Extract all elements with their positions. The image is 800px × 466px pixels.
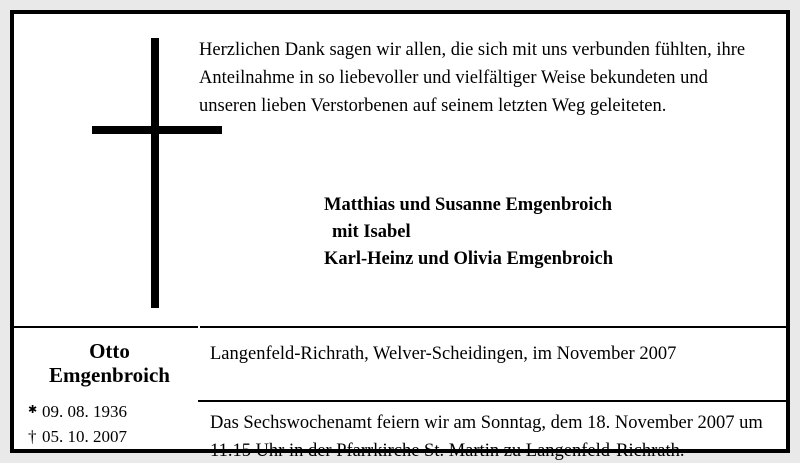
- column-separator: [198, 326, 200, 449]
- service-announcement: Das Sechswochenamt feiern wir am Sonntag, dem 18. November 2007 um 11.15 Uhr in der Pfarrkirche St. Martin zu Langenfeld-Richrath.: [210, 413, 763, 461]
- thanks-paragraph: Herzlichen Dank sagen wir allen, die sich mit uns verbunden fühlten, ihre Anteilnahme in so liebevoller und vielfältiger Weise bekundeten und unseren lieben Verstorbenen auf seinem letzten Weg geleiteten.: [199, 40, 746, 117]
- section-divider: [14, 326, 786, 328]
- cross-dagger-icon: †: [28, 426, 37, 446]
- birth-date: 09. 08. 1936: [42, 402, 127, 421]
- notice-inner: [14, 14, 786, 461]
- death-date-row: [22, 425, 197, 450]
- place-and-date-line: Langenfeld-Richrath, Welver-Scheidingen, im November 2007: [210, 344, 677, 364]
- obituary-notice: [10, 10, 790, 461]
- bottom-divider: [198, 400, 786, 402]
- deceased-name-block: [22, 340, 197, 387]
- family-names-block: [324, 192, 754, 272]
- deceased-surname: Emgenbroich: [49, 362, 170, 387]
- born-star-icon: ✱: [28, 404, 38, 416]
- family-name-line: Karl-Heinz und Olivia Emgenbroich: [324, 248, 613, 269]
- family-name-line: Matthias und Susanne Emgenbroich: [324, 195, 613, 215]
- family-name-line: mit Isabel: [332, 221, 411, 242]
- deceased-given-name: Otto: [89, 339, 130, 363]
- death-date: 05. 10. 2007: [42, 426, 127, 446]
- cross-vertical-bar: [151, 38, 159, 308]
- cross-horizontal-bar: [92, 126, 222, 134]
- deceased-dates: [22, 400, 197, 449]
- birth-date-row: [22, 400, 197, 425]
